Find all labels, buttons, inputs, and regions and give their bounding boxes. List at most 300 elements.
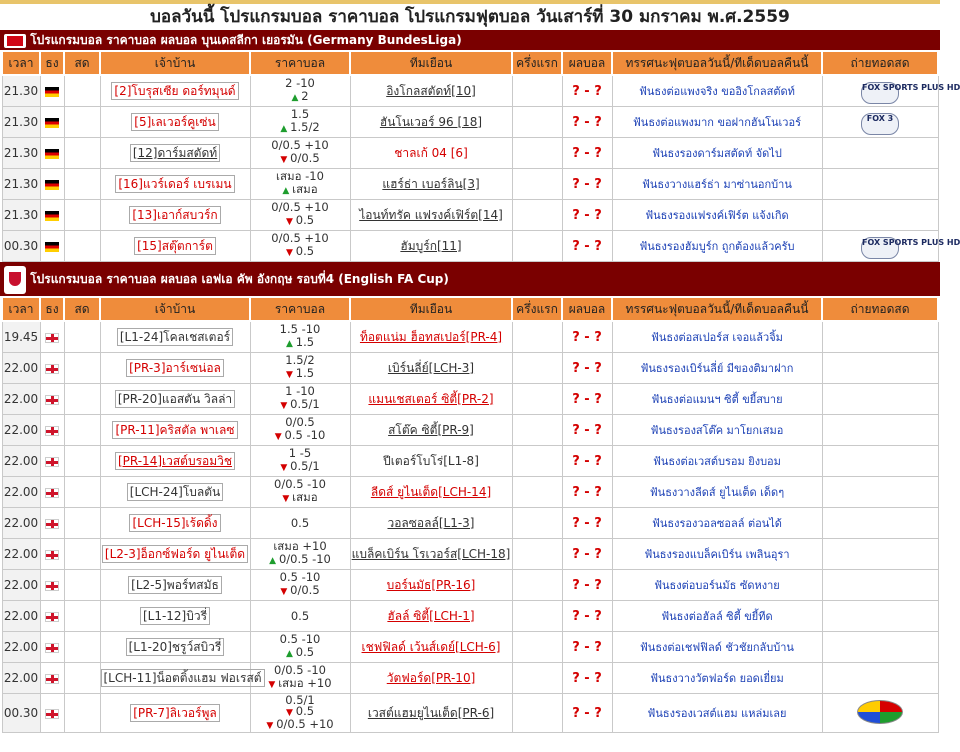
table-row (2, 138, 938, 169)
odds-cell (250, 200, 350, 231)
tip-link[interactable]: ฟันธงรองดาร์มสตัดท์ จัดไป (652, 147, 782, 160)
away-team-cell (350, 75, 512, 107)
full-time-score: ? - ? (562, 321, 612, 353)
away-team-cell (350, 107, 512, 138)
away-team-cell (350, 539, 512, 570)
flag-cell (40, 169, 64, 200)
odds-main: 1 -5 (288, 446, 312, 460)
arrow-down-icon: ▼ (266, 720, 277, 731)
home-team-link[interactable]: [L2-5]พอร์ทสมัธ (128, 576, 222, 594)
tip-cell (612, 231, 822, 262)
germany-flag-icon (45, 149, 59, 159)
odds-secondary (251, 677, 350, 692)
full-time-score: ? - ? (562, 169, 612, 200)
odds-main: 0.5/1 (285, 692, 315, 707)
odds-main: 0/0.5 -10 (274, 663, 326, 677)
away-team-link[interactable]: วอลซอลล์[L1-3] (387, 515, 475, 530)
home-team-link[interactable]: [L2-3]อ็อกซ์ฟอร์ด ยูไนเต็ด (102, 545, 248, 563)
table-row (2, 539, 938, 570)
odds-secondary (251, 398, 350, 413)
odds-main: 1 -10 (285, 384, 315, 398)
full-time-score: ? - ? (562, 570, 612, 601)
table-row (2, 446, 938, 477)
flag-cell (40, 570, 64, 601)
odds-cell (250, 321, 350, 353)
home-team-cell (100, 570, 250, 601)
home-team-cell (100, 384, 250, 415)
arrow-down-icon: ▼ (274, 432, 285, 442)
tip-cell (612, 508, 822, 539)
match-time: 21.30 (2, 75, 40, 107)
tip-link[interactable]: ฟันธงต่อสเปอร์ส เจอแล้วจิ้ม (651, 331, 783, 344)
tip-link[interactable]: ฟันธงรองเวสต์แฮม แหล่มเลย (647, 707, 787, 720)
odds-secondary (251, 152, 350, 167)
live-cell (64, 446, 100, 477)
tv-cell (822, 75, 960, 107)
arrow-down-icon: ▼ (282, 494, 293, 504)
match-time: 22.00 (2, 415, 40, 446)
league-bar (0, 262, 940, 296)
table-row (2, 570, 938, 601)
header-row (2, 297, 938, 321)
table-row (2, 694, 938, 733)
home-team-cell (100, 539, 250, 570)
home-team-link[interactable]: [5]เลเวอร์คูเซ่น (131, 113, 218, 131)
odds-secondary (251, 214, 350, 229)
live-cell (64, 353, 100, 384)
england-flag-icon (45, 333, 59, 343)
away-team-link[interactable]: ท็อตแน่ม ฮ็อทสเปอร์[PR-4] (359, 329, 503, 344)
column-header: เวลา (2, 297, 40, 321)
table-row (2, 384, 938, 415)
table-row (2, 415, 938, 446)
home-team-cell (100, 75, 250, 107)
home-team-link[interactable]: [PR-11]คริสตัล พาเลซ (112, 421, 237, 439)
live-cell (64, 231, 100, 262)
column-header: เจ้าบ้าน (100, 297, 250, 321)
home-team-link[interactable]: [L1-12]บิวรี่ (140, 607, 210, 625)
live-cell (64, 384, 100, 415)
odds-secondary (251, 367, 350, 382)
home-team-link[interactable]: [PR-3]อาร์เซน่อล (126, 359, 224, 377)
away-team-cell (350, 477, 512, 508)
away-team-cell (350, 508, 512, 539)
germany-flag-icon (45, 211, 59, 221)
england-flag-icon (45, 364, 59, 374)
odds-main: 0/0.5 +10 (271, 138, 329, 152)
england-flag-icon (45, 550, 59, 560)
odds-cell (250, 107, 350, 138)
odds-secondary-value: เสมอ (292, 182, 318, 196)
match-time: 19.45 (2, 321, 40, 353)
odds-secondary (251, 553, 350, 568)
odds-cell (250, 601, 350, 632)
match-time: 22.00 (2, 601, 40, 632)
odds-tertiary-value: 0/0.5 +10 (276, 716, 334, 731)
away-team-cell (350, 632, 512, 663)
away-team-cell (350, 321, 512, 353)
away-team-link[interactable]: เชฟฟิลด์ เว้นส์เดย์[LCH-6] (361, 639, 501, 654)
half-time-cell (512, 231, 562, 262)
half-time-cell (512, 169, 562, 200)
column-header: ครึ่งแรก (512, 51, 562, 75)
bundesliga-logo (4, 34, 26, 48)
tv-cell (822, 539, 938, 570)
england-flag-icon (45, 426, 59, 436)
odds-cell (250, 446, 350, 477)
home-team-cell (100, 353, 250, 384)
odds-secondary-value: 0.5/1 (290, 397, 320, 411)
flag-cell (40, 353, 64, 384)
germany-flag-icon (45, 180, 59, 190)
home-team-link[interactable]: [2]โบรุสเซีย ดอร์ทมุนด์ (111, 82, 238, 100)
column-header: ทีมเยือน (350, 51, 512, 75)
arrow-down-icon: ▼ (285, 217, 296, 227)
full-time-score: ? - ? (562, 663, 612, 694)
half-time-cell (512, 477, 562, 508)
odds-main: เสมอ +10 (273, 539, 327, 553)
away-team-cell (350, 663, 512, 694)
odds-secondary (251, 429, 350, 444)
live-cell (64, 663, 100, 694)
match-time: 22.00 (2, 570, 40, 601)
arrow-up-icon: ▲ (285, 339, 296, 349)
away-team-cell (350, 231, 512, 262)
away-team-link[interactable]: ฮัมบูร์ก[11] (400, 238, 462, 253)
table-row (2, 477, 938, 508)
home-team-link[interactable]: [PR-14]เวสต์บรอมวิช (115, 452, 235, 470)
tip-cell (612, 446, 822, 477)
half-time-cell (512, 570, 562, 601)
full-time-score: ? - ? (562, 107, 612, 138)
away-team-link[interactable]: ปีเตอร์โบโร่[L1-8] (383, 453, 479, 468)
channel7-logo[interactable] (857, 700, 903, 724)
match-time: 22.00 (2, 446, 40, 477)
home-team-cell (100, 477, 250, 508)
tip-link[interactable]: ฟันธงรองแฟรงค์เฟิร์ต แจ้งเกิด (645, 209, 789, 222)
tv-cell (822, 231, 960, 262)
flag-cell (40, 446, 64, 477)
tip-link[interactable]: ฟันธงต่อแพงมาก ขอฝากฮันโนเวอร์ (633, 116, 801, 129)
tip-cell (612, 694, 822, 733)
odds-secondary-value: 0/0.5 (290, 151, 320, 165)
tv-cell (822, 138, 938, 169)
column-header: ธง (40, 51, 64, 75)
full-time-score: ? - ? (562, 601, 612, 632)
table-row (2, 321, 938, 353)
tip-cell (612, 321, 822, 353)
odds-main: 0.5 -10 (279, 632, 321, 646)
match-time: 22.00 (2, 632, 40, 663)
league-bar (0, 30, 940, 50)
column-header: ผลบอล (562, 51, 612, 75)
tip-link[interactable]: ฟันธงวางลีดส์ ยูไนเต็ด เด็ดๆ (649, 486, 785, 499)
tip-link[interactable]: ฟันธงรองแบล็คเบิร์น เพลินอุรา (644, 548, 790, 561)
flag-cell (40, 200, 64, 231)
away-team-link[interactable]: ฮันโนเวอร์ 96 [18] (379, 114, 483, 129)
odds-secondary-value: เสมอ (292, 490, 318, 504)
column-header: ทรรศนะฟุตบอลวันนี้/ทีเด็ดบอลคืนนี้ (612, 51, 822, 75)
home-team-cell (100, 601, 250, 632)
tv-cell (822, 415, 938, 446)
tip-cell (612, 384, 822, 415)
away-team-link[interactable]: แมนเชสเตอร์ ซิตี้[PR-2] (368, 391, 494, 406)
arrow-up-icon: ▲ (282, 186, 293, 196)
tip-link[interactable]: ฟันธงต่อเชฟฟิลด์ ชัวชัยกลับบ้าน (640, 641, 794, 654)
odds-main: 0.5 -10 (279, 570, 321, 584)
home-team-link[interactable]: [LCH-15]เร้ดดิ้ง (129, 514, 220, 532)
odds-secondary (251, 646, 350, 661)
match-time: 21.30 (2, 169, 40, 200)
full-time-score: ? - ? (562, 75, 612, 107)
odds-secondary (251, 460, 350, 475)
away-team-link[interactable]: ไอนท์ทรัค แฟรงค์เฟิร์ต[14] (359, 207, 503, 222)
tip-cell (612, 601, 822, 632)
odds-cell (250, 415, 350, 446)
away-team-cell (350, 415, 512, 446)
england-flag-icon (45, 488, 59, 498)
odds-main: 0/0.5 -10 (274, 477, 326, 491)
germany-flag-icon (45, 118, 59, 128)
odds-main: 2 -10 (285, 76, 315, 90)
fox-sports-plus-logo[interactable]: FOX SPORTS PLUS HD (861, 237, 899, 259)
live-cell (64, 508, 100, 539)
away-team-link[interactable]: ชาลเก้ 04 [6] (394, 145, 468, 160)
flag-cell (40, 601, 64, 632)
england-flag-icon (45, 395, 59, 405)
england-flag-icon (45, 612, 59, 622)
fox-sports-plus-logo[interactable]: FOX SPORTS PLUS HD (861, 82, 899, 104)
tv-cell (822, 632, 938, 663)
half-time-cell (512, 384, 562, 415)
half-time-cell (512, 539, 562, 570)
live-cell (64, 200, 100, 231)
live-cell (64, 694, 100, 733)
half-time-cell (512, 415, 562, 446)
odds-cell (250, 570, 350, 601)
flag-cell (40, 384, 64, 415)
tv-cell (822, 384, 938, 415)
column-header: ราคาบอล (250, 51, 350, 75)
away-team-link[interactable]: ฮัลล์ ซิตี้[LCH-1] (387, 608, 475, 623)
tip-link[interactable]: ฟันธงต่อเวสต์บรอม ยิงบอม (653, 455, 781, 468)
match-time: 22.00 (2, 353, 40, 384)
home-team-link[interactable]: [13]เอาก์สบวร์ก (129, 206, 220, 224)
half-time-cell (512, 200, 562, 231)
tv-cell (822, 107, 938, 138)
live-cell (64, 169, 100, 200)
home-team-link[interactable]: [LCH-24]โบลตัน (127, 483, 223, 501)
half-time-cell (512, 75, 562, 107)
odds-main: 0.5 (290, 608, 310, 623)
live-cell (64, 138, 100, 169)
half-time-cell (512, 107, 562, 138)
flag-cell (40, 539, 64, 570)
tip-link[interactable]: ฟันธงรองสโต๊ค มาโยกเสมอ (650, 424, 784, 437)
odds-secondary (251, 336, 350, 351)
home-team-link[interactable]: [PR-20]แอสตัน วิลล่า (115, 390, 235, 408)
match-table (1, 50, 960, 262)
odds-secondary (251, 183, 350, 198)
home-team-link[interactable]: [L1-20]ชรูว์สบิวรี่ (126, 638, 225, 656)
odds-cell (250, 75, 350, 107)
tip-link[interactable]: ฟันธงต่อแพงจริง ขออิงโกลสตัดท์ (639, 85, 795, 98)
live-cell (64, 321, 100, 353)
live-cell (64, 107, 100, 138)
tv-cell (822, 353, 938, 384)
odds-cell (250, 539, 350, 570)
away-team-link[interactable]: แฮร์ธ่า เบอร์ลิน[3] (382, 176, 480, 191)
away-team-link[interactable]: แบล็คเบิร์น โรเวอร์ส[LCH-18] (351, 546, 511, 561)
flag-cell (40, 632, 64, 663)
half-time-cell (512, 694, 562, 733)
home-team-cell (100, 446, 250, 477)
arrow-down-icon: ▼ (268, 680, 279, 690)
tv-cell (822, 446, 938, 477)
tip-link[interactable]: ฟันธงต่อแมนฯ ซิตี้ ขยี้สบาย (651, 393, 783, 406)
england-flag-icon (45, 581, 59, 591)
odds-cell (250, 231, 350, 262)
fox-sports-3-logo[interactable]: FOX 3 (861, 113, 899, 135)
column-header: ถ่ายทอดสด (822, 51, 938, 75)
odds-secondary (251, 121, 350, 136)
flag-cell (40, 107, 64, 138)
away-team-cell (350, 200, 512, 231)
flag-cell (40, 75, 64, 107)
home-team-link[interactable]: [16]แวร์เดอร์ เบรเมน (115, 175, 234, 193)
flag-cell (40, 415, 64, 446)
live-cell (64, 477, 100, 508)
flag-cell (40, 477, 64, 508)
half-time-cell (512, 632, 562, 663)
odds-secondary-value: 0.5/1 (290, 459, 320, 473)
live-cell (64, 570, 100, 601)
odds-secondary-value: 0.5 (295, 213, 315, 227)
table-row (2, 107, 938, 138)
odds-secondary-value: 0.5 (295, 645, 315, 659)
odds-secondary-value: 1.5/2 (290, 120, 320, 134)
flag-cell (40, 508, 64, 539)
tip-link[interactable]: ฟันธงรองฮัมบูร์ก ถูกต้องแล้วครับ (639, 240, 795, 253)
away-team-link[interactable]: บอร์นมัธ[PR-16] (386, 577, 476, 592)
odds-main: เสมอ -10 (276, 169, 324, 183)
tip-link[interactable]: ฟันธงวางแฮร์ธ่า มาซ่านอกบ้าน (642, 178, 792, 191)
arrow-down-icon: ▼ (285, 370, 296, 380)
odds-main: 0/0.5 +10 (271, 200, 329, 214)
tip-link[interactable]: ฟันธงต่อฮัลล์ ซิตี้ ขยี้ทีด (661, 610, 773, 623)
tip-link[interactable]: ฟันธงต่อบอร์นมัธ ซัดหงาย (654, 579, 780, 592)
away-team-cell (350, 138, 512, 169)
table-row (2, 353, 938, 384)
column-header: เวลา (2, 51, 40, 75)
full-time-score: ? - ? (562, 415, 612, 446)
odds-cell (250, 353, 350, 384)
england-flag-icon (45, 457, 59, 467)
england-flag-icon (45, 519, 59, 529)
tip-cell (612, 477, 822, 508)
home-team-link[interactable]: [LCH-11]น็อตติ้งแฮม ฟอเรสต์ (101, 669, 265, 687)
home-team-link[interactable]: [12]ดาร์มสตัดท์ (130, 144, 220, 162)
league-name: โปรแกรมบอล ราคาบอล ผลบอล เอฟเอ คัพ อังกฤษ รอบที่4 (English FA Cup) (30, 272, 449, 286)
table-row (2, 169, 938, 200)
arrow-up-icon: ▲ (269, 556, 279, 566)
full-time-score: ? - ? (562, 138, 612, 169)
odds-cell (250, 384, 350, 415)
tip-cell (612, 570, 822, 601)
full-time-score: ? - ? (562, 477, 612, 508)
column-header: ทีมเยือน (350, 297, 512, 321)
away-team-link[interactable]: อิงโกลสตัดท์[10] (386, 83, 476, 98)
away-team-link[interactable]: วัตฟอร์ด[PR-10] (386, 670, 476, 685)
odds-cell (250, 138, 350, 169)
home-team-link[interactable]: [PR-7]ลิเวอร์พูล (130, 704, 220, 722)
live-cell (64, 601, 100, 632)
full-time-score: ? - ? (562, 508, 612, 539)
home-team-cell (100, 231, 250, 262)
tip-link[interactable]: ฟันธงรองวอลซอลล์ ต่อนได้ (652, 517, 782, 530)
full-time-score: ? - ? (562, 694, 612, 733)
half-time-cell (512, 601, 562, 632)
half-time-cell (512, 508, 562, 539)
column-header: เจ้าบ้าน (100, 51, 250, 75)
england-flag-icon (45, 643, 59, 653)
away-team-link[interactable]: เบิร์นลี่ย์[LCH-3] (387, 360, 475, 375)
away-team-link[interactable]: ลีดส์ ยูไนเต็ด[LCH-14] (370, 484, 492, 499)
odds-cell (250, 508, 350, 539)
live-cell (64, 539, 100, 570)
england-flag-icon (45, 709, 59, 719)
fa-cup-logo (4, 266, 26, 294)
away-team-cell (350, 601, 512, 632)
column-header: ราคาบอล (250, 297, 350, 321)
match-time: 22.00 (2, 477, 40, 508)
tip-link[interactable]: ฟันธงวางวัตฟอร์ด ยอดเยี่ยม (650, 672, 784, 685)
full-time-score: ? - ? (562, 353, 612, 384)
flag-cell (40, 694, 64, 733)
table-row (2, 508, 938, 539)
home-team-link[interactable]: [L1-24]โคลเชสเตอร์ (117, 328, 233, 346)
away-team-cell (350, 169, 512, 200)
column-header: ทรรศนะฟุตบอลวันนี้/ทีเด็ดบอลคืนนี้ (612, 297, 822, 321)
home-team-cell (100, 200, 250, 231)
away-team-link[interactable]: เวสต์แฮมยูไนเต็ด[PR-6] (367, 705, 495, 720)
away-team-link[interactable]: สโต๊ค ซิตี้[PR-9] (388, 422, 474, 437)
tip-cell (612, 200, 822, 231)
live-cell (64, 415, 100, 446)
home-team-cell (100, 107, 250, 138)
leagues-container (0, 30, 960, 733)
flag-cell (40, 138, 64, 169)
tv-cell (822, 601, 938, 632)
column-header: ถ่ายทอดสด (822, 297, 938, 321)
odds-main: 1.5 (290, 107, 310, 121)
home-team-link[interactable]: [15]สตุ๊ตการ์ต (134, 237, 216, 255)
tv-cell (822, 570, 938, 601)
tip-cell (612, 663, 822, 694)
arrow-up-icon: ▲ (285, 649, 296, 659)
full-time-score: ? - ? (562, 231, 612, 262)
flag-cell (40, 321, 64, 353)
away-team-cell (350, 384, 512, 415)
column-header: ธง (40, 297, 64, 321)
full-time-score: ? - ? (562, 539, 612, 570)
tip-link[interactable]: ฟันธงรองเบิร์นลี่ย์ มีของติมาฝาก (640, 362, 794, 375)
odds-main: 0.5 (290, 515, 310, 530)
match-time: 00.30 (2, 231, 40, 262)
column-header: ครึ่งแรก (512, 297, 562, 321)
arrow-down-icon: ▼ (280, 587, 291, 597)
home-team-cell (100, 138, 250, 169)
